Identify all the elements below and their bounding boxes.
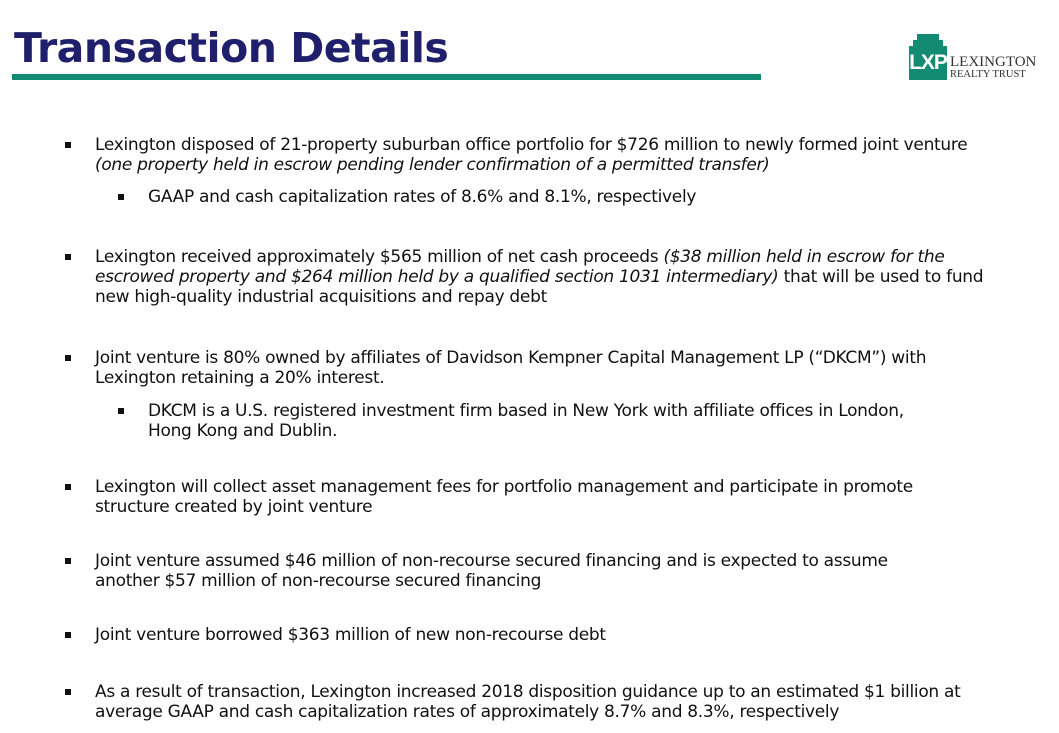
sub-bullet-item [148,401,948,441]
bullet-item [95,477,965,517]
building-logo-icon [909,34,947,80]
bullet-icon [118,194,124,200]
bullet-item [95,682,995,722]
bullet-text: Joint venture assumed $46 million of non-recourse secured financing and is expected to assume another $57 million of non-recourse secured financing [95,551,888,591]
bullet-text: Lexington received approximately $565 million of net cash proceeds [95,247,664,267]
bullet-icon [118,408,124,414]
bullet-text: GAAP and cash capitalization rates of 8.6% and 8.1%, respectively [148,187,697,207]
bullet-text: Lexington disposed of 21-property suburban office portfolio for $726 million to newly formed joint venture [95,135,968,155]
bullet-icon [65,254,71,260]
bullet-text: Joint venture borrowed $363 million of new non-recourse debt [95,625,606,645]
logo-line-1: LEXINGTON [950,53,1037,70]
bullet-item [95,348,995,388]
bullet-italic-text: (one property held in escrow pending lender confirmation of a permitted transfer) [95,155,770,175]
company-logo [909,34,1059,80]
bullet-icon [65,558,71,564]
bullet-italic-text: ($38 million held in escrow for the escrowed property and $264 million held by a qualified section 1031 intermediary) [95,247,945,287]
bullet-item [95,135,995,175]
sub-bullet-item [148,187,988,207]
logo-line-2: REALTY TRUST [950,68,1026,80]
bullet-icon [65,142,71,148]
bullet-item [95,625,995,645]
bullet-item [95,551,945,591]
bullet-item [95,247,995,307]
title-underline [12,74,761,80]
bullet-icon [65,689,71,695]
bullet-text: DKCM is a U.S. registered investment firm based in New York with affiliate offices in London, Hong Kong and Dublin. [148,401,904,441]
bullet-text: Lexington will collect asset management fees for portfolio management and participate in promote structure created by joint venture [95,477,913,517]
logo-mark-text: LXP [909,46,947,80]
bullet-icon [65,484,71,490]
bullet-text: Joint venture is 80% owned by affiliates of Davidson Kempner Capital Management LP (“DKCM”) with Lexington retaining a 20% interest. [95,348,927,388]
bullet-icon [65,632,71,638]
bullet-icon [65,355,71,361]
bullet-text-tail: that will be used to fund new high-quality industrial acquisitions and repay debt [95,267,984,307]
bullet-text: As a result of transaction, Lexington increased 2018 disposition guidance up to an estimated $1 billion at average GAAP and cash capitalization rates of approximately 8.7% and 8.3%, respectively [95,682,961,722]
page-title: Transaction Details [14,24,449,72]
